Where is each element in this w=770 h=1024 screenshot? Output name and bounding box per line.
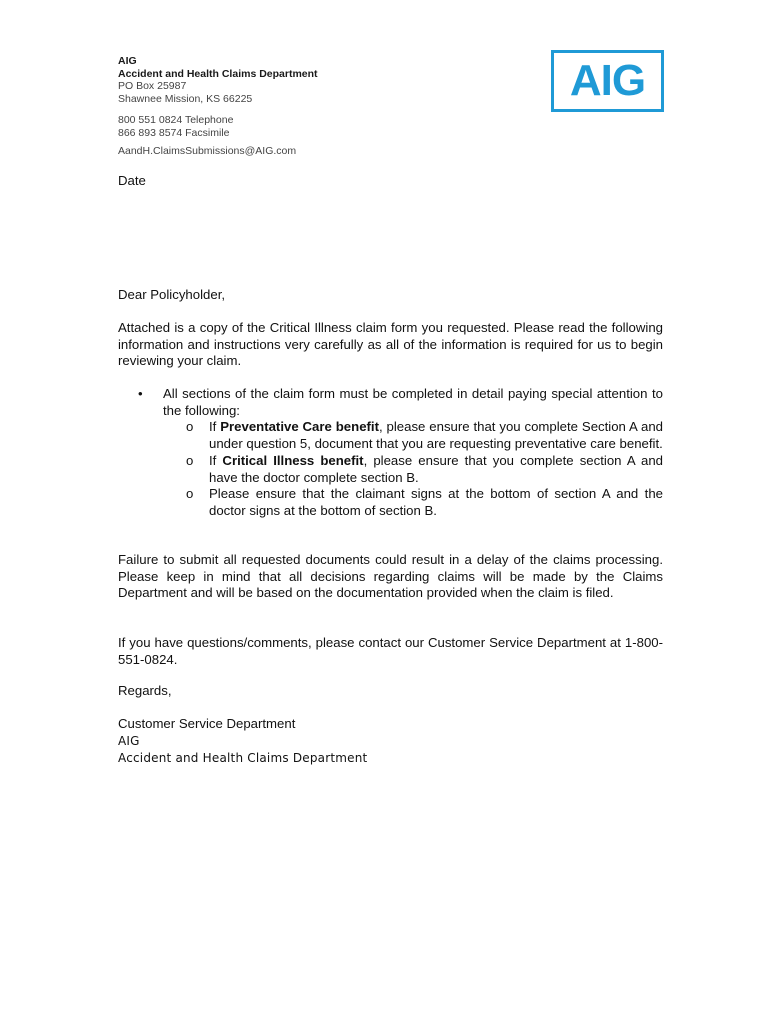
- sender-email: AandH.ClaimsSubmissions@AIG.com: [118, 144, 297, 157]
- sender-block: [118, 55, 318, 157]
- sub-item-text: , please ensure that you complete Section A and under question 5, document that you are requesting preventative care benefit.: [209, 419, 663, 452]
- salutation: Dear Policyholder,: [118, 287, 226, 302]
- aig-logo-text: AIG: [569, 56, 646, 105]
- sub-bullet-icon: o: [186, 486, 194, 502]
- signature-company: AIG: [118, 733, 140, 748]
- closing: Regards,: [118, 683, 172, 698]
- list-item: [118, 386, 663, 419]
- sub-list-item: [118, 453, 663, 486]
- sender-company: AIG: [118, 55, 137, 67]
- sender-telephone: 800 551 0824 Telephone: [118, 114, 234, 127]
- date-label: Date: [118, 173, 146, 188]
- sub-item-prefix: If: [209, 452, 223, 468]
- signature-block: [118, 716, 663, 768]
- bullet-text: All sections of the claim form must be completed in detail paying special attention to the following:: [163, 386, 663, 418]
- sub-bullet-icon: o: [186, 452, 194, 468]
- sub-bullet-icon: o: [186, 419, 194, 435]
- sub-item-text: Please ensure that the claimant signs at the bottom of section A and the doctor signs at the bottom of section B.: [209, 486, 663, 518]
- sub-item-text: , please ensure that you complete section A and have the doctor complete section B.: [209, 452, 663, 485]
- intro-paragraph: Attached is a copy of the Critical Illness claim form you requested. Please read the following information and instructions very carefully as all of the information is required for us to begin reviewing your claim.: [118, 320, 663, 369]
- sender-po-box: PO Box 25987: [118, 80, 187, 93]
- signature-department: Accident and Health Claims Department: [118, 751, 368, 766]
- sub-item-prefix: If: [209, 419, 221, 435]
- sender-department: Accident and Health Claims Department: [118, 67, 318, 80]
- aig-logo: [551, 50, 664, 112]
- contact-paragraph: If you have questions/comments, please contact our Customer Service Department at 1-800-551-0824.: [118, 635, 663, 667]
- sender-city: Shawnee Mission, KS 66225: [118, 92, 253, 105]
- critical-illness-benefit: Critical Illness benefit: [222, 452, 364, 468]
- instructions-list: [118, 386, 663, 520]
- failure-paragraph: Failure to submit all requested documents could result in a delay of the claims processing. Please keep in mind that all decisions regarding claims will be made by the Claims Department and will be based on the documentation provided when the claim is filed.: [118, 552, 663, 601]
- bullet-icon: •: [138, 386, 143, 401]
- preventative-care-benefit: Preventative Care benefit: [220, 419, 379, 435]
- signature-name: Customer Service Department: [118, 716, 296, 731]
- sub-list-item: [118, 419, 663, 452]
- sub-list-item: [118, 486, 663, 519]
- sender-fax: 866 893 8574 Facsimile: [118, 126, 230, 139]
